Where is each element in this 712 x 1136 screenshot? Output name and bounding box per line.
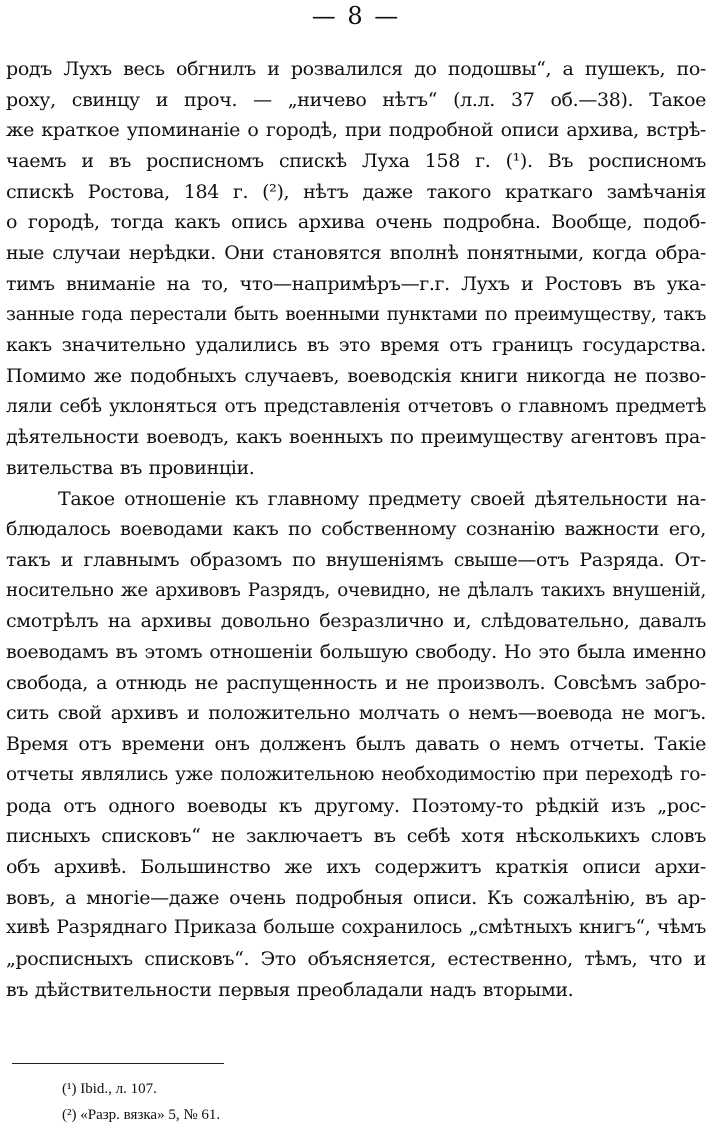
footnote-1: (¹) Ibid., л. 107. (62, 1081, 157, 1097)
text-line: хивѣ Разряднаго Приказа больше сохранилось „смѣтныхъ книгъ“, чѣмъ (6, 917, 706, 939)
text-line: блюдалось воеводами какъ по собственному сознанію важности его, (6, 518, 706, 541)
text-line: свобода, а отнюдь не распущенность и не произволъ. Совсѣмъ забро- (6, 671, 706, 694)
text-line: „росписныхъ списковъ“. Это объясняется, естественно, тѣмъ, что и (6, 947, 706, 970)
text-line: сить свой архивъ и положительно молчать о немъ—воевода не могъ. (6, 702, 706, 725)
text-line: ные случаи нерѣдки. Они становятся вполнѣ понятными, когда обра- (6, 242, 706, 265)
text-line: какъ значительно удалились въ это время отъ границъ государства. (6, 334, 706, 357)
footnote-2: (²) «Разр. вязка» 5, № 61. (62, 1107, 221, 1123)
paragraph-1 (6, 54, 706, 484)
text-line: объ архивѣ. Большинство же ихъ содержитъ краткія описи архи- (6, 855, 706, 878)
text-line: писныхъ списковъ“ не заключаетъ въ себѣ хотя нѣсколькихъ словъ (6, 825, 706, 848)
text-line: рода отъ одного воеводы къ другому. Поэтому-то рѣдкій изъ „рос- (6, 794, 706, 817)
text-line: отчеты являлись уже положительною необходимостію при переходѣ го- (6, 763, 706, 785)
text-line: Время отъ времени онъ долженъ былъ давать о немъ отчеты. Такіе (6, 733, 706, 756)
text-line: родъ Лухъ весь обгнилъ и розвалился до подошвы“, а пушекъ, по- (6, 58, 706, 80)
text-line: о городѣ, тогда какъ опись архива очень подробна. Вообще, подоб- (6, 211, 706, 234)
paragraph-2 (6, 484, 706, 1006)
footnote-divider (12, 1063, 224, 1064)
text-line: такъ и главнымъ образомъ по внушеніямъ свыше—отъ Разряда. От- (6, 549, 706, 571)
text-line: воеводамъ въ этомъ отношеніи большую свободу. Но это была именно (6, 641, 706, 664)
text-line: роху, свинцу и проч. — „ничево нѣтъ“ (л.л. 37 об.—38). Такое (6, 88, 706, 111)
text-line: Такое отношеніе къ главному предмету своей дѣятельности на- (58, 487, 706, 510)
text-line: ляли себѣ уклоняться отъ представленія отчетовъ о главномъ предметѣ (6, 395, 706, 417)
text-line: смотрѣлъ на архивы довольно безразлично и, слѣдовательно, давалъ (6, 610, 706, 633)
text-line: Помимо же подобныхъ случаевъ, воеводскія книги никогда не позво- (6, 364, 706, 387)
text-line: занные года перестали быть военными пунктами по преимуществу, такъ (6, 303, 706, 325)
text-line: въ дѣйствительности первыя преобладали надъ вторыми. (6, 978, 574, 1001)
text-line: дѣятельности воеводъ, какъ военныхъ по преимуществу агентовъ пра- (6, 426, 706, 449)
text-line: чаемъ и въ росписномъ спискѣ Луха 158 г. (¹). Въ росписномъ (6, 150, 706, 173)
page-number: — 8 — (311, 2, 401, 30)
text-line: тимъ вниманіе на то, что—напримѣръ—г.г. Лухъ и Ростовъ въ ука- (6, 272, 706, 295)
body-text (6, 54, 706, 1005)
text-line: вительства въ провинціи. (6, 456, 255, 479)
text-line: же краткое упоминаніе о городѣ, при подробной описи архива, встрѣ- (6, 119, 706, 142)
text-line: спискѣ Ростова, 184 г. (²), нѣтъ даже такого краткаго замѣчанія (6, 180, 706, 203)
footnotes (62, 1076, 662, 1128)
text-line: вовъ, а многіе—даже очень подробныя описи. Къ сожалѣнію, въ ар- (6, 886, 706, 909)
text-line: носительно же архивовъ Разрядъ, очевидно, не дѣлалъ такихъ внушеній, (6, 579, 706, 601)
